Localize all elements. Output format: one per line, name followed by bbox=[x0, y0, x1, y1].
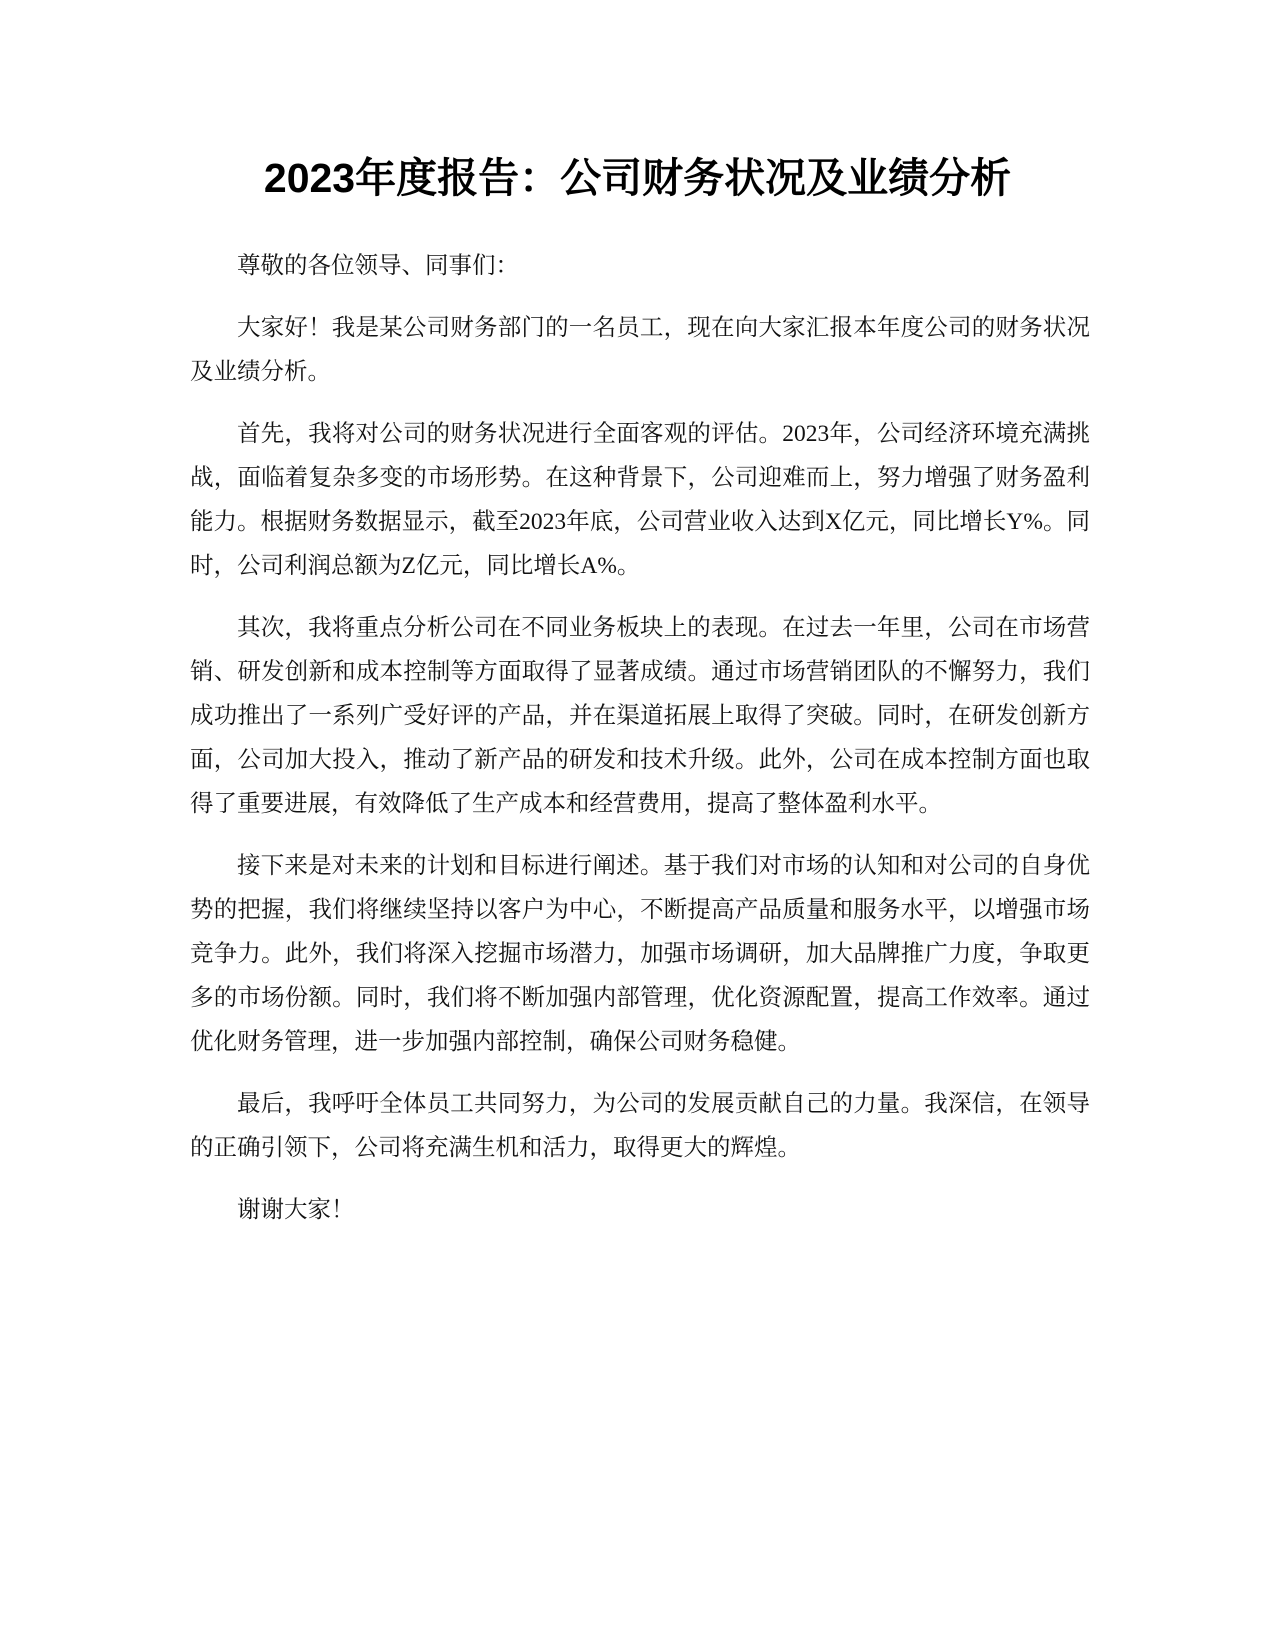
thanks-paragraph: 谢谢大家！ bbox=[237, 1197, 355, 1223]
document-body bbox=[190, 244, 1090, 1250]
business-segments-paragraph: 其次，我将重点分析公司在不同业务板块上的表现。在过去一年里，公司在市场营销、研发创新和成本控制等方面取得了显著成绩。通过市场营销团队的不懈努力，我们成功推出了一系列广受好评的产品，并在渠道拓展上取得了突破。同时，在研发创新方面，公司加大投入，推动了新产品的研发和技术升级。此外，公司在成本控制方面也取得了重要进展，有效降低了生产成本和经营费用，提高了整体盈利水平。 bbox=[190, 615, 1090, 817]
salutation-paragraph: 尊敬的各位领导、同事们： bbox=[237, 253, 519, 279]
future-plans-paragraph: 接下来是对未来的计划和目标进行阐述。基于我们对市场的认知和对公司的自身优势的把握，我们将继续坚持以客户为中心，不断提高产品质量和服务水平，以增强市场竞争力。此外，我们将深入挖掘市场潜力，加强市场调研，加大品牌推广力度，争取更多的市场份额。同时，我们将不断加强内部管理，优化资源配置，提高工作效率。通过优化财务管理，进一步加强内部控制，确保公司财务稳健。 bbox=[190, 853, 1090, 1055]
financial-status-paragraph: 首先，我将对公司的财务状况进行全面客观的评估。2023年，公司经济环境充满挑战，面临着复杂多变的市场形势。在这种背景下，公司迎难而上，努力增强了财务盈利能力。根据财务数据显示，截至2023年底，公司营业收入达到X亿元，同比增长Y%。同时，公司利润总额为Z亿元，同比增长A%。 bbox=[190, 421, 1090, 579]
closing-paragraph: 最后，我呼吁全体员工共同努力，为公司的发展贡献自己的力量。我深信，在领导的正确引领下，公司将充满生机和活力，取得更大的辉煌。 bbox=[190, 1091, 1090, 1161]
greeting-paragraph: 大家好！我是某公司财务部门的一名员工，现在向大家汇报本年度公司的财务状况及业绩分析。 bbox=[190, 315, 1090, 385]
document-title: 2023年度报告：公司财务状况及业绩分析 bbox=[263, 155, 1012, 201]
